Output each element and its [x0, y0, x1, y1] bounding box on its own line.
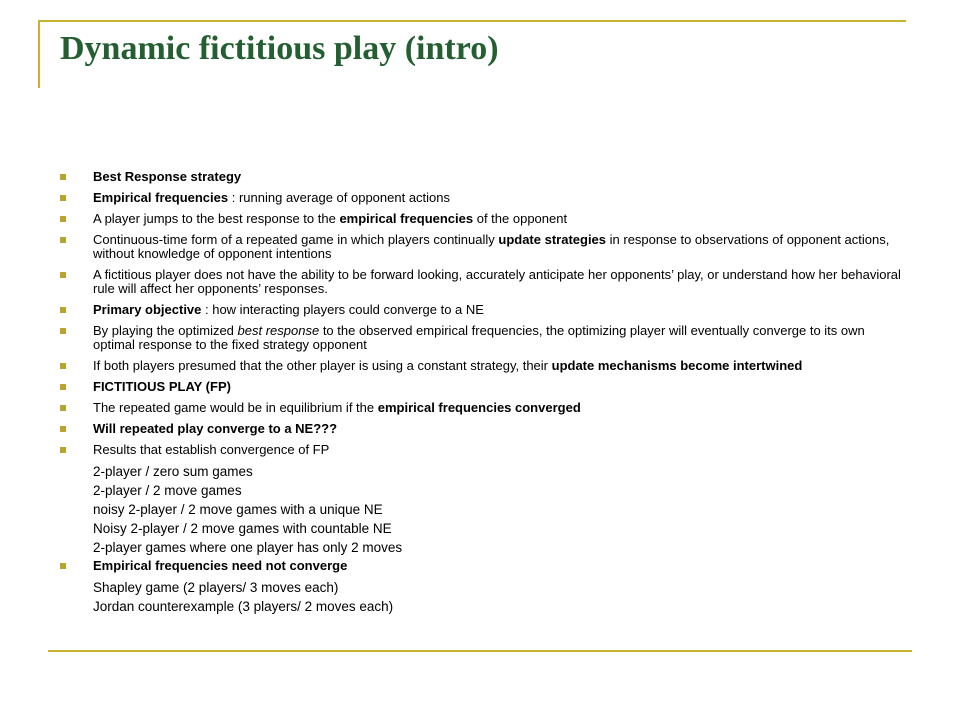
square-bullet-icon [60, 405, 66, 411]
left-rule [38, 20, 40, 88]
text-run: to the observed empirical frequencies, the optimizing player will eventually converge to its own optimal response to the fixed strategy opponent [93, 323, 865, 352]
square-bullet-icon [60, 563, 66, 569]
text-run: Noisy 2-player / 2 move games with countable NE [93, 521, 392, 536]
text-run: Results that establish convergence of FP [93, 442, 330, 457]
sub-item [60, 540, 910, 555]
text-run: empirical frequencies converged [377, 400, 581, 415]
text-run: Will repeated play converge to a NE??? [93, 421, 338, 436]
square-bullet-icon [60, 195, 66, 201]
text-run: Shapley game (2 players/ 3 moves each) [93, 580, 339, 595]
top-rule [40, 20, 906, 22]
text-run: 2-player games where one player has only 2 moves [93, 540, 403, 555]
sub-item [60, 502, 910, 517]
item-text [93, 190, 450, 205]
bullet-item [60, 191, 910, 205]
text-run: : how interacting players could converge to a NE [201, 302, 484, 317]
bullet-item [60, 380, 910, 394]
square-bullet-icon [60, 174, 66, 180]
bullet-item [60, 401, 910, 415]
square-bullet-icon [60, 328, 66, 334]
item-text [93, 521, 392, 536]
text-run: 2-player / 2 move games [93, 483, 242, 498]
text-run: If both players presumed that the other player is using a constant strategy, their [93, 358, 552, 373]
bullet-item [60, 303, 910, 317]
item-text [93, 358, 802, 373]
square-bullet-icon [60, 272, 66, 278]
sub-item [60, 521, 910, 536]
text-run: Empirical frequencies need not converge [93, 558, 348, 573]
square-bullet-icon [60, 307, 66, 313]
item-text [93, 323, 865, 352]
square-bullet-icon [60, 426, 66, 432]
item-text [93, 211, 567, 226]
item-text [93, 232, 889, 261]
text-run: The repeated game would be in equilibrium if the [93, 400, 378, 415]
text-run: Continuous-time form of a repeated game in which players continually [93, 232, 499, 247]
slide-title: Dynamic fictitious play (intro) [60, 30, 499, 67]
bullet-item [60, 233, 910, 261]
text-run: : running average of opponent actions [228, 190, 451, 205]
text-run: Jordan counterexample (3 players/ 2 moves each) [93, 599, 394, 614]
text-run: A player jumps to the best response to the [93, 211, 340, 226]
sub-item [60, 580, 910, 595]
text-run: A fictitious player does not have the ability to be forward looking, accurately anticipate her opponents’ play, or understand how her behavioral rule will affect her opponents’ responses. [93, 267, 901, 296]
text-run: Best Response strategy [93, 169, 242, 184]
sub-item [60, 599, 910, 614]
bullet-item [60, 559, 910, 573]
bullet-item [60, 170, 910, 184]
item-text [93, 400, 581, 415]
square-bullet-icon [60, 363, 66, 369]
text-run: of the opponent [473, 211, 568, 226]
item-text [93, 580, 338, 595]
item-text [93, 599, 393, 614]
text-run: empirical frequencies [339, 211, 474, 226]
text-run: noisy 2-player / 2 move games with a unique NE [93, 502, 383, 517]
item-text [93, 483, 242, 498]
text-run: update mechanisms become intertwined [551, 358, 803, 373]
square-bullet-icon [60, 216, 66, 222]
text-run: best response [237, 323, 320, 338]
bottom-rule [48, 650, 912, 652]
bullet-item [60, 212, 910, 226]
bullet-item [60, 443, 910, 457]
item-text [93, 169, 241, 184]
item-text [93, 421, 337, 436]
bullet-item [60, 359, 910, 373]
square-bullet-icon [60, 447, 66, 453]
item-text [93, 302, 484, 317]
item-text [93, 464, 253, 479]
item-text [93, 379, 231, 394]
square-bullet-icon [60, 384, 66, 390]
text-run: Empirical frequencies [93, 190, 229, 205]
item-text [93, 442, 329, 457]
text-run: in response to observations of opponent actions, without knowledge of opponent intentions [93, 232, 890, 261]
item-text [93, 267, 901, 296]
item-text [93, 502, 383, 517]
bullet-list [60, 170, 910, 618]
item-text [93, 540, 402, 555]
text-run: update strategies [498, 232, 607, 247]
sub-item [60, 483, 910, 498]
text-run: 2-player / zero sum games [93, 464, 253, 479]
sub-item [60, 464, 910, 479]
text-run: Primary objective [93, 302, 202, 317]
item-text [93, 558, 347, 573]
bullet-item [60, 324, 910, 352]
square-bullet-icon [60, 237, 66, 243]
bullet-item [60, 268, 910, 296]
text-run: By playing the optimized [93, 323, 238, 338]
text-run: FICTITIOUS PLAY (FP) [93, 379, 231, 394]
bullet-item [60, 422, 910, 436]
